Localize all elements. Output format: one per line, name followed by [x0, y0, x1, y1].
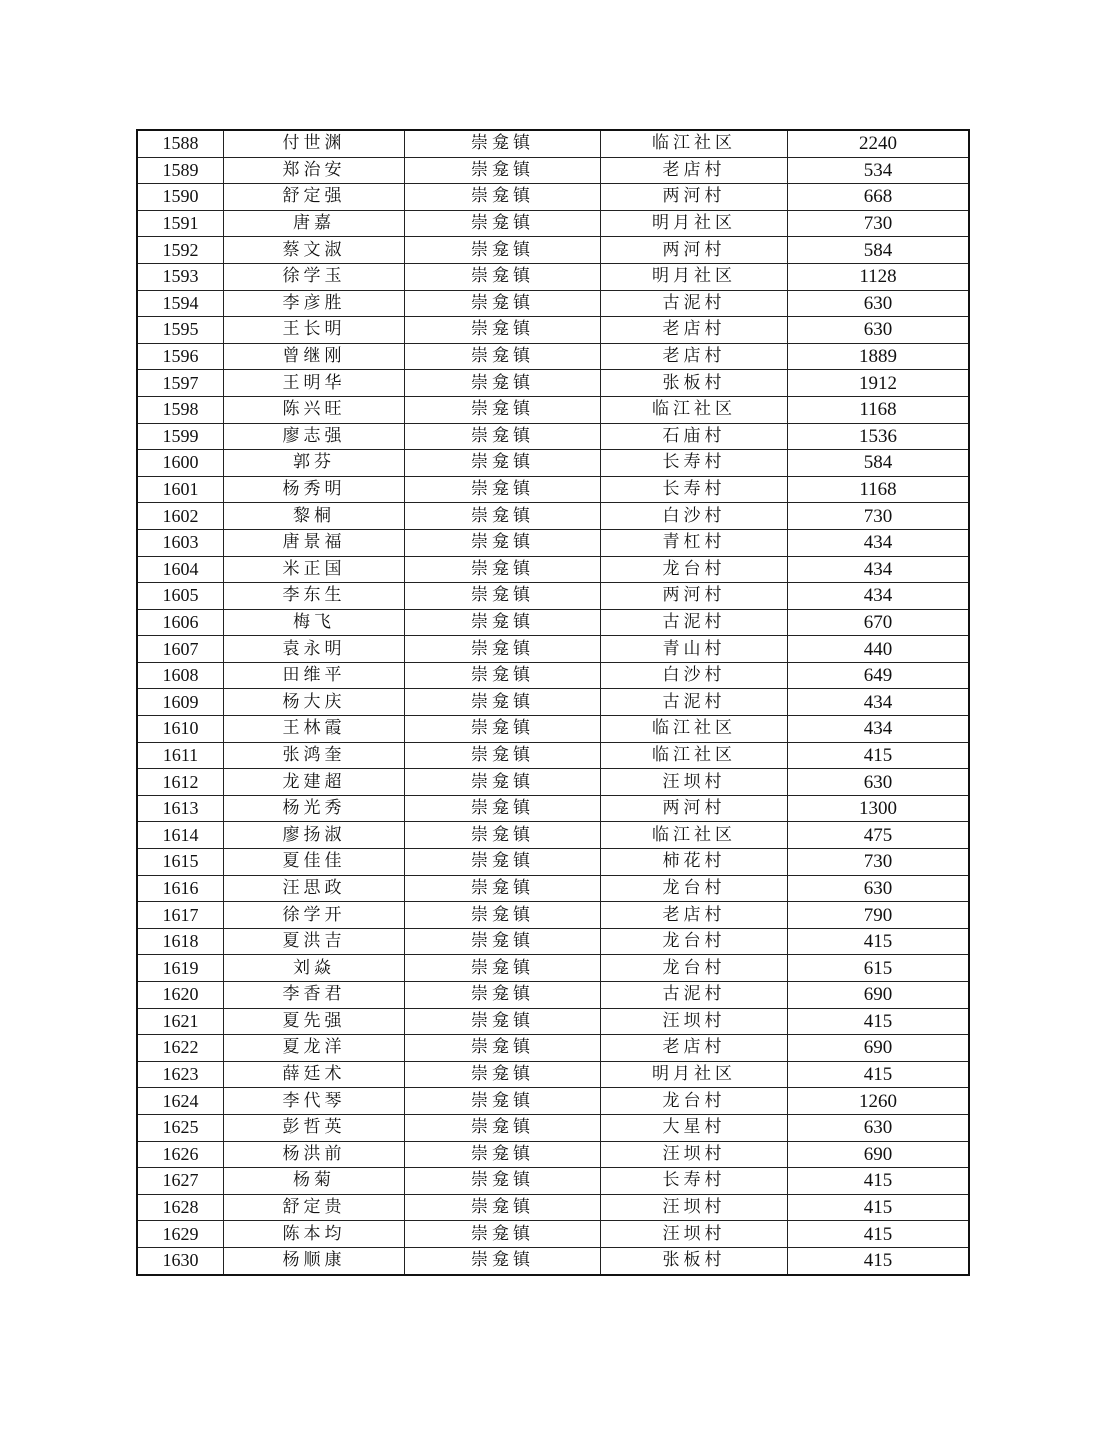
- amount-cell: 670: [788, 609, 970, 636]
- town-cell: 崇龛镇: [405, 423, 601, 450]
- village-cell: 临江社区: [601, 822, 788, 849]
- village-cell: 白沙村: [601, 662, 788, 689]
- person-name-cell: 刘焱: [224, 955, 405, 982]
- person-name-cell: 陈兴旺: [224, 396, 405, 423]
- village-cell: 临江社区: [601, 130, 788, 157]
- amount-cell: 730: [788, 849, 970, 876]
- person-name-cell: 李代琴: [224, 1088, 405, 1115]
- table-row: [137, 343, 969, 370]
- village-cell: 两河村: [601, 583, 788, 610]
- town-cell: 崇龛镇: [405, 902, 601, 929]
- table-row: [137, 529, 969, 556]
- table-row: [137, 556, 969, 583]
- row-number-cell: 1627: [137, 1168, 224, 1195]
- row-number-cell: 1626: [137, 1141, 224, 1168]
- amount-cell: 415: [788, 1194, 970, 1221]
- table-row: [137, 795, 969, 822]
- amount-cell: 434: [788, 529, 970, 556]
- table-row: [137, 157, 969, 184]
- table-row: [137, 955, 969, 982]
- row-number-cell: 1630: [137, 1247, 224, 1274]
- town-cell: 崇龛镇: [405, 237, 601, 264]
- town-cell: 崇龛镇: [405, 875, 601, 902]
- person-name-cell: 王林霞: [224, 716, 405, 743]
- row-number-cell: 1596: [137, 343, 224, 370]
- town-cell: 崇龛镇: [405, 716, 601, 743]
- person-name-cell: 米正国: [224, 556, 405, 583]
- table-row: [137, 450, 969, 477]
- person-name-cell: 黎桐: [224, 503, 405, 530]
- row-number-cell: 1607: [137, 636, 224, 663]
- town-cell: 崇龛镇: [405, 1141, 601, 1168]
- town-cell: 崇龛镇: [405, 1088, 601, 1115]
- village-cell: 老店村: [601, 317, 788, 344]
- person-name-cell: 舒定贵: [224, 1194, 405, 1221]
- person-name-cell: 薛廷术: [224, 1061, 405, 1088]
- village-cell: 临江社区: [601, 396, 788, 423]
- amount-cell: 1168: [788, 476, 970, 503]
- row-number-cell: 1608: [137, 662, 224, 689]
- town-cell: 崇龛镇: [405, 1035, 601, 1062]
- amount-cell: 2240: [788, 130, 970, 157]
- person-name-cell: 夏佳佳: [224, 849, 405, 876]
- town-cell: 崇龛镇: [405, 609, 601, 636]
- village-cell: 古泥村: [601, 689, 788, 716]
- town-cell: 崇龛镇: [405, 290, 601, 317]
- village-cell: 汪坝村: [601, 1008, 788, 1035]
- town-cell: 崇龛镇: [405, 1247, 601, 1274]
- amount-cell: 690: [788, 982, 970, 1009]
- amount-cell: 630: [788, 290, 970, 317]
- row-number-cell: 1589: [137, 157, 224, 184]
- row-number-cell: 1603: [137, 529, 224, 556]
- person-name-cell: 徐学开: [224, 902, 405, 929]
- amount-cell: 630: [788, 769, 970, 796]
- person-name-cell: 郭芬: [224, 450, 405, 477]
- person-name-cell: 夏先强: [224, 1008, 405, 1035]
- village-cell: 长寿村: [601, 450, 788, 477]
- row-number-cell: 1590: [137, 184, 224, 211]
- amount-cell: 1889: [788, 343, 970, 370]
- row-number-cell: 1591: [137, 210, 224, 237]
- row-number-cell: 1593: [137, 263, 224, 290]
- village-cell: 张板村: [601, 370, 788, 397]
- table-row: [137, 263, 969, 290]
- row-number-cell: 1601: [137, 476, 224, 503]
- row-number-cell: 1618: [137, 928, 224, 955]
- row-number-cell: 1605: [137, 583, 224, 610]
- row-number-cell: 1613: [137, 795, 224, 822]
- amount-cell: 534: [788, 157, 970, 184]
- village-cell: 龙台村: [601, 955, 788, 982]
- table-row: [137, 317, 969, 344]
- person-name-cell: 蔡文淑: [224, 237, 405, 264]
- row-number-cell: 1602: [137, 503, 224, 530]
- amount-cell: 1168: [788, 396, 970, 423]
- town-cell: 崇龛镇: [405, 130, 601, 157]
- amount-cell: 415: [788, 1221, 970, 1248]
- person-name-cell: 杨大庆: [224, 689, 405, 716]
- table-row: [137, 822, 969, 849]
- amount-cell: 434: [788, 716, 970, 743]
- village-cell: 龙台村: [601, 1088, 788, 1115]
- town-cell: 崇龛镇: [405, 184, 601, 211]
- amount-cell: 630: [788, 875, 970, 902]
- row-number-cell: 1617: [137, 902, 224, 929]
- person-name-cell: 杨顺康: [224, 1247, 405, 1274]
- person-name-cell: 李东生: [224, 583, 405, 610]
- row-number-cell: 1595: [137, 317, 224, 344]
- row-number-cell: 1599: [137, 423, 224, 450]
- person-name-cell: 杨秀明: [224, 476, 405, 503]
- table-row: [137, 1035, 969, 1062]
- town-cell: 崇龛镇: [405, 370, 601, 397]
- village-cell: 石庙村: [601, 423, 788, 450]
- amount-cell: 434: [788, 689, 970, 716]
- village-cell: 青杠村: [601, 529, 788, 556]
- town-cell: 崇龛镇: [405, 1114, 601, 1141]
- table-row: [137, 396, 969, 423]
- person-name-cell: 唐景福: [224, 529, 405, 556]
- village-cell: 两河村: [601, 795, 788, 822]
- person-name-cell: 廖扬淑: [224, 822, 405, 849]
- table-row: [137, 1008, 969, 1035]
- row-number-cell: 1616: [137, 875, 224, 902]
- town-cell: 崇龛镇: [405, 583, 601, 610]
- village-cell: 汪坝村: [601, 1194, 788, 1221]
- amount-cell: 415: [788, 928, 970, 955]
- row-number-cell: 1622: [137, 1035, 224, 1062]
- table-row: [137, 290, 969, 317]
- subsidy-table: [136, 129, 970, 1276]
- row-number-cell: 1606: [137, 609, 224, 636]
- town-cell: 崇龛镇: [405, 928, 601, 955]
- table-row: [137, 130, 969, 157]
- town-cell: 崇龛镇: [405, 795, 601, 822]
- amount-cell: 475: [788, 822, 970, 849]
- person-name-cell: 彭哲英: [224, 1114, 405, 1141]
- person-name-cell: 王长明: [224, 317, 405, 344]
- table-row: [137, 902, 969, 929]
- amount-cell: 1260: [788, 1088, 970, 1115]
- village-cell: 柿花村: [601, 849, 788, 876]
- amount-cell: 584: [788, 237, 970, 264]
- person-name-cell: 龙建超: [224, 769, 405, 796]
- town-cell: 崇龛镇: [405, 662, 601, 689]
- row-number-cell: 1629: [137, 1221, 224, 1248]
- town-cell: 崇龛镇: [405, 450, 601, 477]
- table-row: [137, 875, 969, 902]
- table-row: [137, 370, 969, 397]
- town-cell: 崇龛镇: [405, 396, 601, 423]
- person-name-cell: 杨洪前: [224, 1141, 405, 1168]
- village-cell: 龙台村: [601, 928, 788, 955]
- table-row: [137, 609, 969, 636]
- table-row: [137, 1141, 969, 1168]
- town-cell: 崇龛镇: [405, 955, 601, 982]
- person-name-cell: 张鸿奎: [224, 742, 405, 769]
- village-cell: 老店村: [601, 343, 788, 370]
- town-cell: 崇龛镇: [405, 982, 601, 1009]
- row-number-cell: 1594: [137, 290, 224, 317]
- row-number-cell: 1615: [137, 849, 224, 876]
- town-cell: 崇龛镇: [405, 317, 601, 344]
- table-row: [137, 982, 969, 1009]
- amount-cell: 630: [788, 1114, 970, 1141]
- village-cell: 明月社区: [601, 210, 788, 237]
- row-number-cell: 1588: [137, 130, 224, 157]
- village-cell: 临江社区: [601, 716, 788, 743]
- town-cell: 崇龛镇: [405, 556, 601, 583]
- amount-cell: 415: [788, 1247, 970, 1274]
- table-row: [137, 476, 969, 503]
- person-name-cell: 汪思政: [224, 875, 405, 902]
- table-row: [137, 636, 969, 663]
- town-cell: 崇龛镇: [405, 343, 601, 370]
- village-cell: 老店村: [601, 157, 788, 184]
- table-row: [137, 849, 969, 876]
- town-cell: 崇龛镇: [405, 636, 601, 663]
- row-number-cell: 1600: [137, 450, 224, 477]
- person-name-cell: 李彦胜: [224, 290, 405, 317]
- town-cell: 崇龛镇: [405, 742, 601, 769]
- village-cell: 古泥村: [601, 609, 788, 636]
- table-row: [137, 1221, 969, 1248]
- town-cell: 崇龛镇: [405, 1194, 601, 1221]
- row-number-cell: 1609: [137, 689, 224, 716]
- amount-cell: 415: [788, 1061, 970, 1088]
- amount-cell: 690: [788, 1035, 970, 1062]
- amount-cell: 690: [788, 1141, 970, 1168]
- row-number-cell: 1592: [137, 237, 224, 264]
- village-cell: 龙台村: [601, 556, 788, 583]
- row-number-cell: 1604: [137, 556, 224, 583]
- town-cell: 崇龛镇: [405, 263, 601, 290]
- town-cell: 崇龛镇: [405, 157, 601, 184]
- amount-cell: 415: [788, 1008, 970, 1035]
- row-number-cell: 1624: [137, 1088, 224, 1115]
- amount-cell: 790: [788, 902, 970, 929]
- row-number-cell: 1597: [137, 370, 224, 397]
- village-cell: 两河村: [601, 184, 788, 211]
- town-cell: 崇龛镇: [405, 769, 601, 796]
- village-cell: 老店村: [601, 1035, 788, 1062]
- amount-cell: 1536: [788, 423, 970, 450]
- table-row: [137, 1088, 969, 1115]
- person-name-cell: 梅飞: [224, 609, 405, 636]
- town-cell: 崇龛镇: [405, 849, 601, 876]
- table-row: [137, 423, 969, 450]
- village-cell: 老店村: [601, 902, 788, 929]
- town-cell: 崇龛镇: [405, 503, 601, 530]
- table-row: [137, 662, 969, 689]
- village-cell: 白沙村: [601, 503, 788, 530]
- village-cell: 长寿村: [601, 476, 788, 503]
- table-row: [137, 928, 969, 955]
- row-number-cell: 1620: [137, 982, 224, 1009]
- row-number-cell: 1610: [137, 716, 224, 743]
- table-row: [137, 742, 969, 769]
- person-name-cell: 曾继刚: [224, 343, 405, 370]
- row-number-cell: 1628: [137, 1194, 224, 1221]
- table-row: [137, 1194, 969, 1221]
- town-cell: 崇龛镇: [405, 1168, 601, 1195]
- amount-cell: 615: [788, 955, 970, 982]
- table-body: [137, 130, 969, 1275]
- town-cell: 崇龛镇: [405, 689, 601, 716]
- town-cell: 崇龛镇: [405, 1061, 601, 1088]
- row-number-cell: 1625: [137, 1114, 224, 1141]
- village-cell: 古泥村: [601, 290, 788, 317]
- person-name-cell: 唐嘉: [224, 210, 405, 237]
- row-number-cell: 1598: [137, 396, 224, 423]
- town-cell: 崇龛镇: [405, 476, 601, 503]
- table-row: [137, 583, 969, 610]
- person-name-cell: 田维平: [224, 662, 405, 689]
- village-cell: 青山村: [601, 636, 788, 663]
- person-name-cell: 廖志强: [224, 423, 405, 450]
- person-name-cell: 付世渊: [224, 130, 405, 157]
- town-cell: 崇龛镇: [405, 822, 601, 849]
- village-cell: 明月社区: [601, 263, 788, 290]
- person-name-cell: 舒定强: [224, 184, 405, 211]
- amount-cell: 630: [788, 317, 970, 344]
- table-row: [137, 1061, 969, 1088]
- table-row: [137, 210, 969, 237]
- person-name-cell: 袁永明: [224, 636, 405, 663]
- table-row: [137, 237, 969, 264]
- amount-cell: 1912: [788, 370, 970, 397]
- row-number-cell: 1619: [137, 955, 224, 982]
- row-number-cell: 1621: [137, 1008, 224, 1035]
- amount-cell: 668: [788, 184, 970, 211]
- amount-cell: 415: [788, 742, 970, 769]
- table-row: [137, 716, 969, 743]
- town-cell: 崇龛镇: [405, 1008, 601, 1035]
- table-row: [137, 1168, 969, 1195]
- village-cell: 两河村: [601, 237, 788, 264]
- amount-cell: 434: [788, 556, 970, 583]
- amount-cell: 649: [788, 662, 970, 689]
- town-cell: 崇龛镇: [405, 529, 601, 556]
- amount-cell: 1128: [788, 263, 970, 290]
- amount-cell: 440: [788, 636, 970, 663]
- town-cell: 崇龛镇: [405, 1221, 601, 1248]
- person-name-cell: 杨光秀: [224, 795, 405, 822]
- table-row: [137, 503, 969, 530]
- town-cell: 崇龛镇: [405, 210, 601, 237]
- table-row: [137, 769, 969, 796]
- person-name-cell: 郑治安: [224, 157, 405, 184]
- person-name-cell: 夏洪吉: [224, 928, 405, 955]
- village-cell: 汪坝村: [601, 769, 788, 796]
- person-name-cell: 李香君: [224, 982, 405, 1009]
- row-number-cell: 1623: [137, 1061, 224, 1088]
- person-name-cell: 杨菊: [224, 1168, 405, 1195]
- person-name-cell: 陈本均: [224, 1221, 405, 1248]
- table-row: [137, 1114, 969, 1141]
- table-row: [137, 689, 969, 716]
- row-number-cell: 1614: [137, 822, 224, 849]
- village-cell: 汪坝村: [601, 1221, 788, 1248]
- table-row: [137, 1247, 969, 1274]
- amount-cell: 415: [788, 1168, 970, 1195]
- amount-cell: 584: [788, 450, 970, 477]
- village-cell: 长寿村: [601, 1168, 788, 1195]
- village-cell: 张板村: [601, 1247, 788, 1274]
- amount-cell: 730: [788, 503, 970, 530]
- village-cell: 古泥村: [601, 982, 788, 1009]
- amount-cell: 434: [788, 583, 970, 610]
- village-cell: 龙台村: [601, 875, 788, 902]
- person-name-cell: 夏龙洋: [224, 1035, 405, 1062]
- person-name-cell: 王明华: [224, 370, 405, 397]
- row-number-cell: 1611: [137, 742, 224, 769]
- village-cell: 明月社区: [601, 1061, 788, 1088]
- row-number-cell: 1612: [137, 769, 224, 796]
- amount-cell: 1300: [788, 795, 970, 822]
- table-row: [137, 184, 969, 211]
- village-cell: 临江社区: [601, 742, 788, 769]
- village-cell: 汪坝村: [601, 1141, 788, 1168]
- amount-cell: 730: [788, 210, 970, 237]
- person-name-cell: 徐学玉: [224, 263, 405, 290]
- village-cell: 大星村: [601, 1114, 788, 1141]
